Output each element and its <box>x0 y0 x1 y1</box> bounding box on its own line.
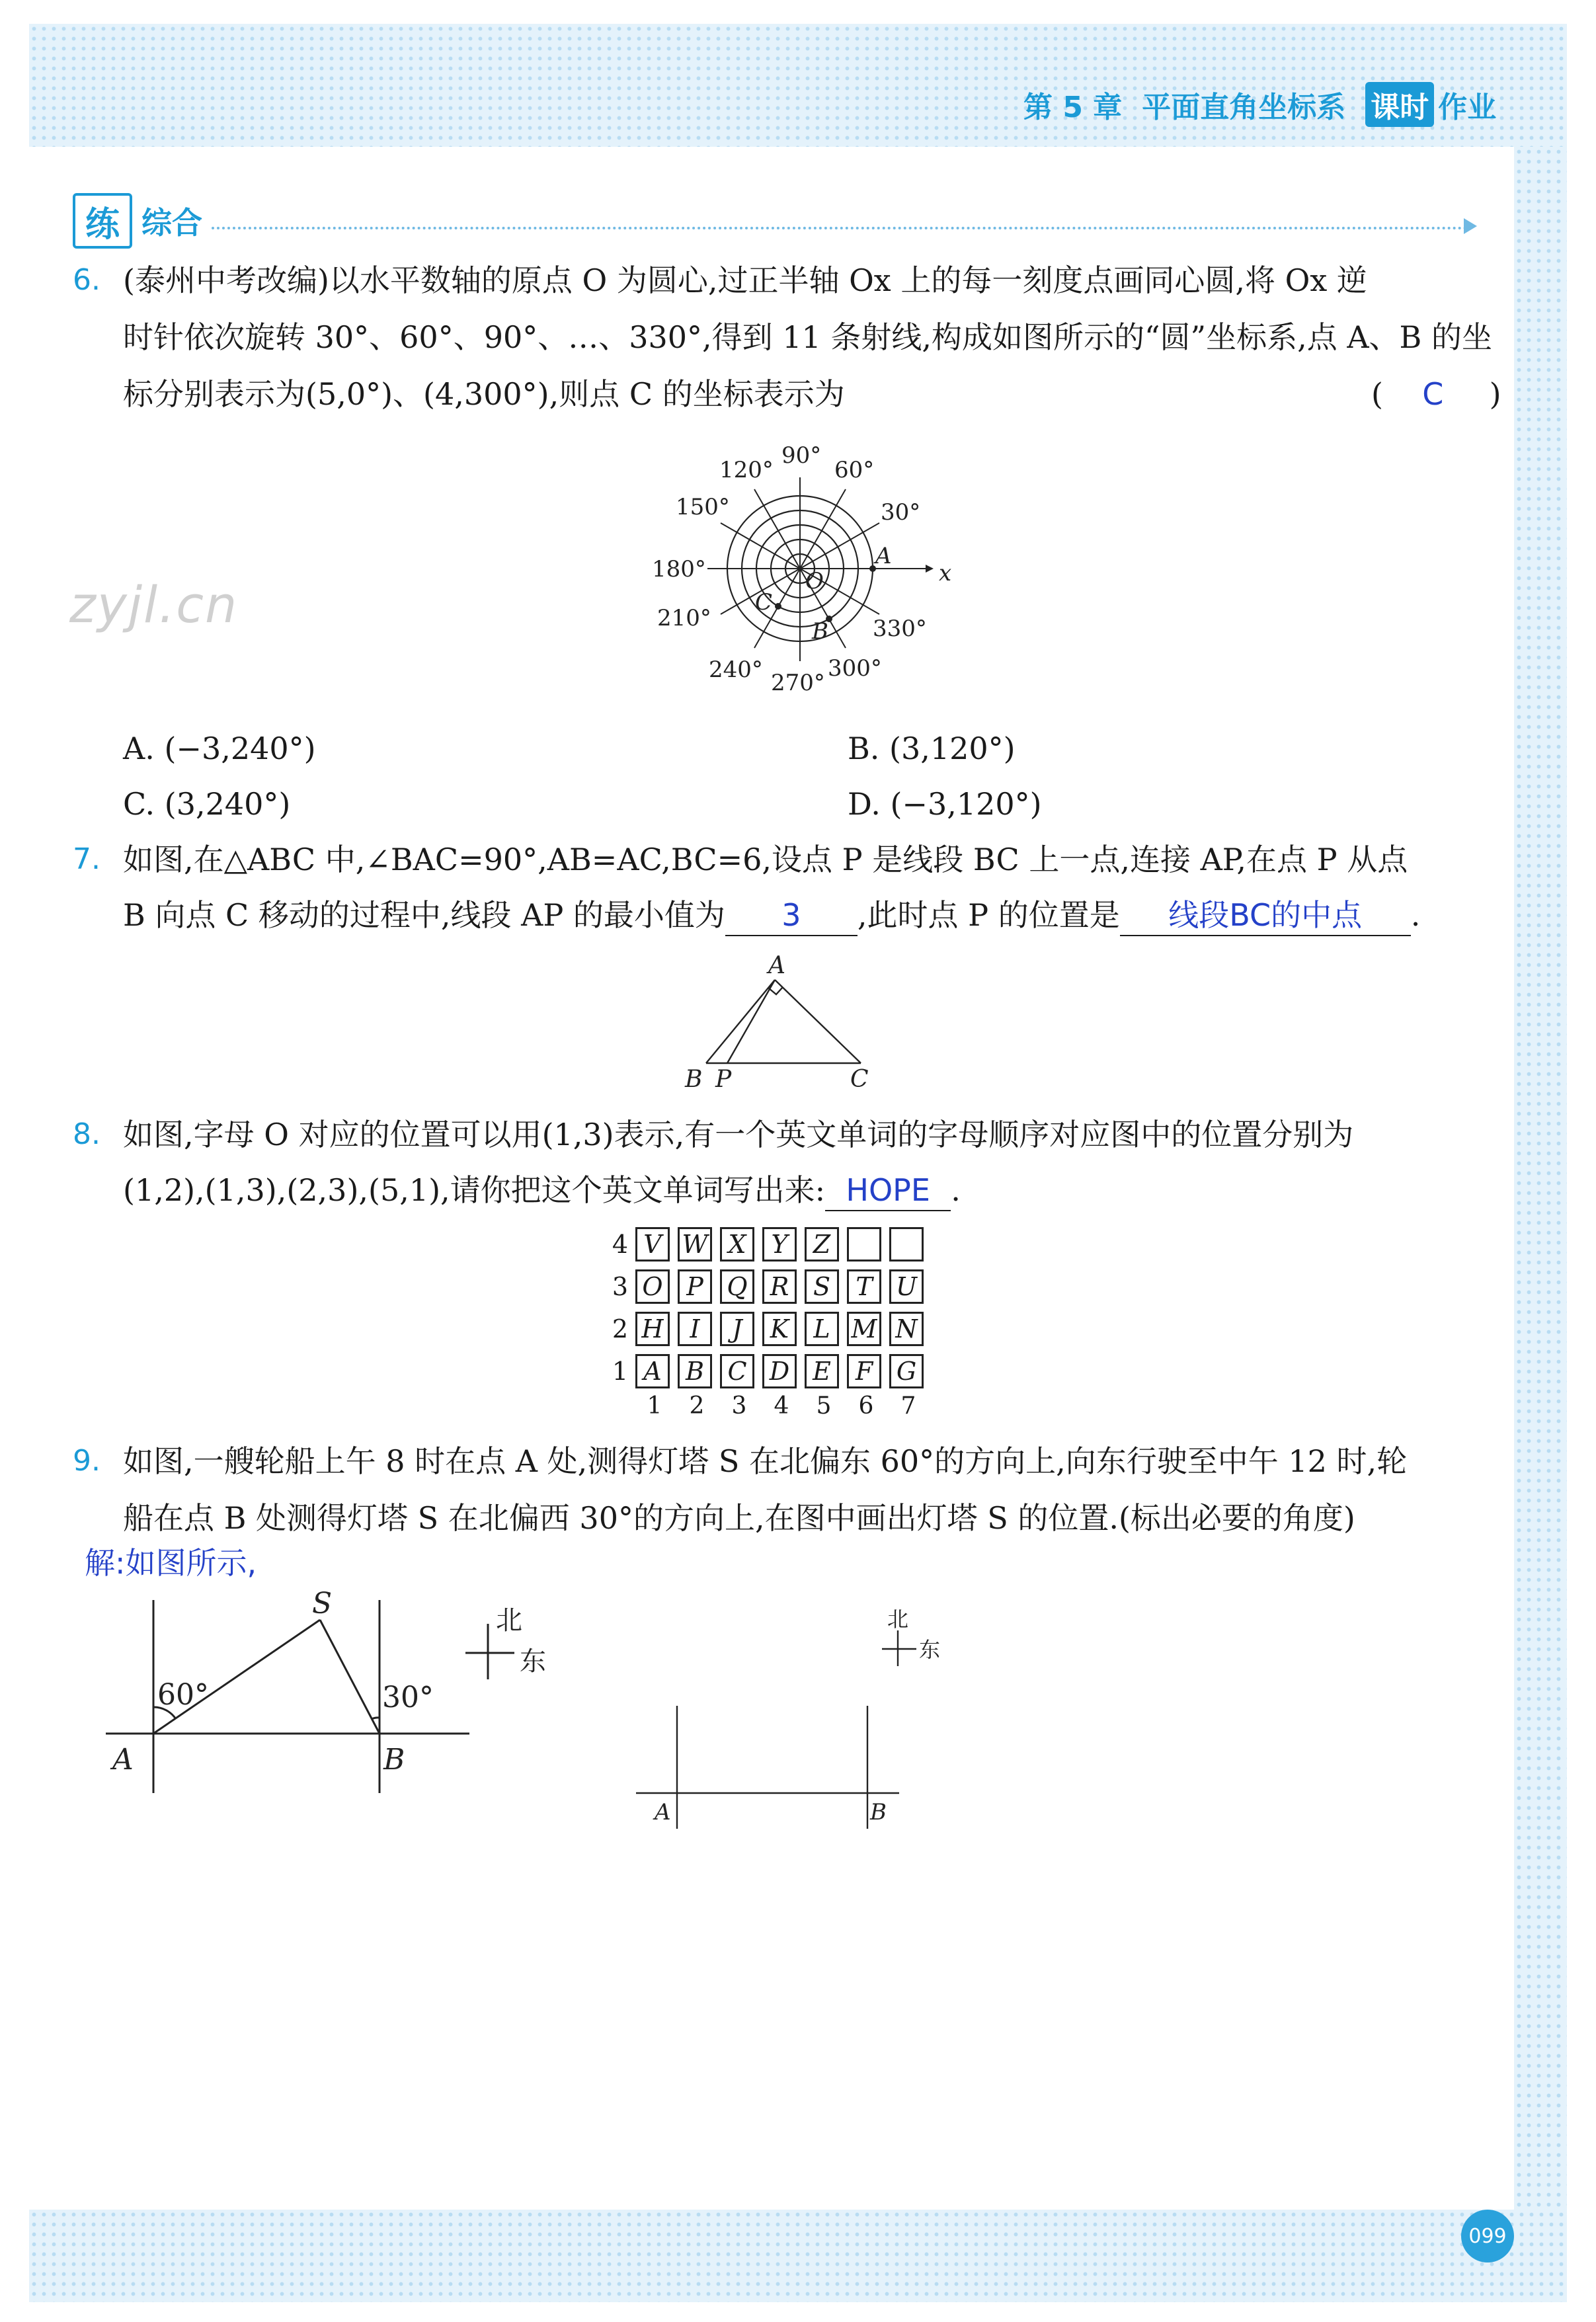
q7-line-2-b: ,此时点 P 的位置是 <box>857 897 1120 933</box>
grid-cell: L <box>805 1312 839 1346</box>
col-label: 1 <box>647 1392 662 1420</box>
grid-cell: D <box>762 1354 797 1388</box>
side-ab <box>706 980 775 1063</box>
angle-180: 180° <box>652 556 706 582</box>
col-label: 2 <box>689 1392 705 1420</box>
label-c: C <box>850 1066 869 1093</box>
grid-cell: P <box>678 1269 712 1304</box>
grid-row-1 <box>608 1350 930 1392</box>
q6-line-3: 标分别表示为(5,0°)、(4,300°),则点 C 的坐标表示为 <box>123 376 845 412</box>
polar-figure <box>635 430 952 707</box>
grid-cell: U <box>889 1269 924 1304</box>
section-title: 综合 <box>141 205 202 241</box>
grid-cell: W <box>678 1227 712 1261</box>
angle-60: 60° <box>834 457 875 483</box>
grid-cell: A <box>635 1354 670 1388</box>
angle-arc-b <box>372 1718 379 1719</box>
label-a: A <box>112 1743 134 1777</box>
grid-cell: X <box>720 1227 754 1261</box>
badge-icon: 课时 <box>1365 82 1434 127</box>
angle-30: 30° <box>881 499 921 526</box>
q6-paren-open: ( <box>1371 376 1383 412</box>
q7-number: 7. <box>73 842 100 876</box>
grid-cell: F <box>847 1354 881 1388</box>
segment-ap <box>727 980 775 1063</box>
sidebar-band <box>1514 147 1567 2210</box>
grid-cell: Q <box>720 1269 754 1304</box>
angle-210: 210° <box>657 605 711 631</box>
q7-line-2-c: . <box>1410 897 1421 933</box>
grid-cell <box>889 1227 924 1261</box>
grid-cell: G <box>889 1354 924 1388</box>
footer-band <box>29 2210 1567 2302</box>
a-label: A <box>875 543 892 569</box>
grid-cell: O <box>635 1269 670 1304</box>
row-label: 2 <box>612 1314 628 1343</box>
q8-line-2-a: (1,2),(1,3),(2,3),(5,1),请你把这个英文单词写出来: <box>123 1172 826 1208</box>
x-axis-arrow <box>926 565 934 573</box>
running-header <box>1023 85 1496 124</box>
grid-cell: B <box>678 1354 712 1388</box>
solution-figure <box>99 1587 575 1805</box>
label-s: S <box>312 1587 333 1621</box>
section-header <box>73 193 202 249</box>
question-figure <box>635 1600 1005 1838</box>
grid-row-2 <box>608 1308 930 1350</box>
north-label: 北 <box>496 1605 522 1636</box>
angle-90: 90° <box>781 442 822 469</box>
east-label: 东 <box>919 1637 941 1662</box>
q6-answer-bracket <box>1371 374 1501 414</box>
angle-330: 330° <box>873 616 927 642</box>
north-label: 北 <box>887 1607 909 1632</box>
triangle-figure <box>672 951 897 1096</box>
angle-120: 120° <box>719 457 774 483</box>
c-label: C <box>755 589 773 616</box>
q6-paren-close: ) <box>1489 376 1501 412</box>
section-divider <box>212 227 1468 229</box>
q7-line-2-a: B 向点 C 移动的过程中,线段 AP 的最小值为 <box>123 897 725 933</box>
q7-answer-1: 3 <box>725 895 858 936</box>
x-label: x <box>939 560 952 586</box>
col-label: 7 <box>900 1392 916 1420</box>
label-b: B <box>383 1743 405 1777</box>
label-b: B <box>870 1799 887 1825</box>
grid-cell <box>847 1227 881 1261</box>
q7-line-2 <box>123 895 1420 936</box>
page-number: 099 <box>1461 2210 1514 2262</box>
badge-text: 作业 <box>1438 91 1497 124</box>
row-label: 4 <box>612 1230 628 1259</box>
q9-number: 9. <box>73 1444 100 1478</box>
q8-line-1: 如图,字母 O 对应的位置可以用(1,3)表示,有一个英文单词的字母顺序对应图中的位置分别为 <box>123 1117 1354 1152</box>
q8-line-2 <box>123 1170 961 1211</box>
label-a: A <box>768 952 785 979</box>
col-label: 4 <box>774 1392 789 1420</box>
ray-60 <box>800 489 846 569</box>
row-label: 3 <box>612 1272 628 1301</box>
side-ac <box>775 980 861 1063</box>
q8-number: 8. <box>73 1117 100 1151</box>
q6-option-d: D. (−3,120°) <box>848 786 1042 822</box>
angle-150: 150° <box>676 494 730 520</box>
q6-answer: C <box>1422 376 1444 412</box>
grid-row-3 <box>608 1265 930 1308</box>
q9-line-2: 船在点 B 处测得灯塔 S 在北偏西 30°的方向上,在图中画出灯塔 S 的位置.(标出必要的角度) <box>123 1500 1355 1536</box>
point-c <box>775 603 781 610</box>
arrow-icon <box>1464 218 1477 234</box>
grid-cell: H <box>635 1312 670 1346</box>
grid-cell: S <box>805 1269 839 1304</box>
angle-240: 240° <box>709 657 763 683</box>
watermark: zyjl.cn <box>69 575 239 634</box>
ray-120 <box>754 489 800 569</box>
q7-answer-2: 线段BC的中点 <box>1120 895 1411 936</box>
q9-solution: 解:如图所示, <box>85 1545 257 1581</box>
line-bs <box>320 1620 379 1734</box>
col-label: 6 <box>858 1392 874 1420</box>
q9-line-1: 如图,一艘轮船上午 8 时在点 A 处,测得灯塔 S 在北偏东 60°的方向上,向东行驶至中午 12 时,轮 <box>123 1443 1408 1479</box>
grid-cell: V <box>635 1227 670 1261</box>
grid-cell: E <box>805 1354 839 1388</box>
q8-answer: HOPE <box>825 1170 951 1211</box>
grid-cell: C <box>720 1354 754 1388</box>
grid-row-4 <box>608 1223 930 1265</box>
grid-cell: N <box>889 1312 924 1346</box>
ray-30 <box>800 523 879 569</box>
o-label: O <box>805 568 824 594</box>
label-p: P <box>715 1066 732 1093</box>
grid-cell: Z <box>805 1227 839 1261</box>
course-badge <box>1365 82 1496 127</box>
ray-150 <box>721 523 800 569</box>
angle-270: 270° <box>771 670 825 696</box>
q6-line-1: (泰州中考改编)以水平数轴的原点 O 为圆心,过正半轴 Ox 上的每一刻度点画同心圆,将 Ox 逆 <box>123 262 1367 298</box>
grid-cell: Y <box>762 1227 797 1261</box>
col-label: 5 <box>816 1392 832 1420</box>
chapter-title: 平面直角坐标系 <box>1142 91 1346 124</box>
row-label: 1 <box>612 1357 628 1386</box>
angle-300: 300° <box>828 655 882 682</box>
label-b: B <box>685 1066 703 1093</box>
grid-cell: J <box>720 1312 754 1346</box>
label-60: 60° <box>157 1678 209 1712</box>
practice-icon: 练 <box>73 193 132 249</box>
grid-cell: T <box>847 1269 881 1304</box>
col-label: 3 <box>731 1392 747 1420</box>
b-label: B <box>812 618 828 645</box>
q6-option-b: B. (3,120°) <box>848 731 1016 766</box>
q6-option-c: C. (3,240°) <box>123 786 291 822</box>
east-label: 东 <box>520 1646 546 1677</box>
label-30: 30° <box>382 1681 434 1714</box>
q7-line-1: 如图,在△ABC 中,∠BAC=90°,AB=AC,BC=6,设点 P 是线段 BC 上一点,连接 AP,在点 P 从点 <box>123 842 1408 877</box>
grid-col-labels <box>633 1392 930 1420</box>
letter-grid <box>608 1223 930 1420</box>
grid-cell: K <box>762 1312 797 1346</box>
q6-line-2: 时针依次旋转 30°、60°、90°、…、330°,得到 11 条射线,构成如图所示的“圆”坐标系,点 A、B 的坐 <box>123 319 1492 355</box>
q8-line-2-b: . <box>951 1172 961 1208</box>
line-as <box>153 1620 320 1734</box>
grid-cell: R <box>762 1269 797 1304</box>
grid-cell: I <box>678 1312 712 1346</box>
q6-option-a: A. (−3,240°) <box>123 731 316 766</box>
chapter-label: 第 5 章 <box>1023 91 1123 124</box>
grid-cell: M <box>847 1312 881 1346</box>
label-a: A <box>655 1799 671 1825</box>
q6-number: 6. <box>73 263 100 297</box>
